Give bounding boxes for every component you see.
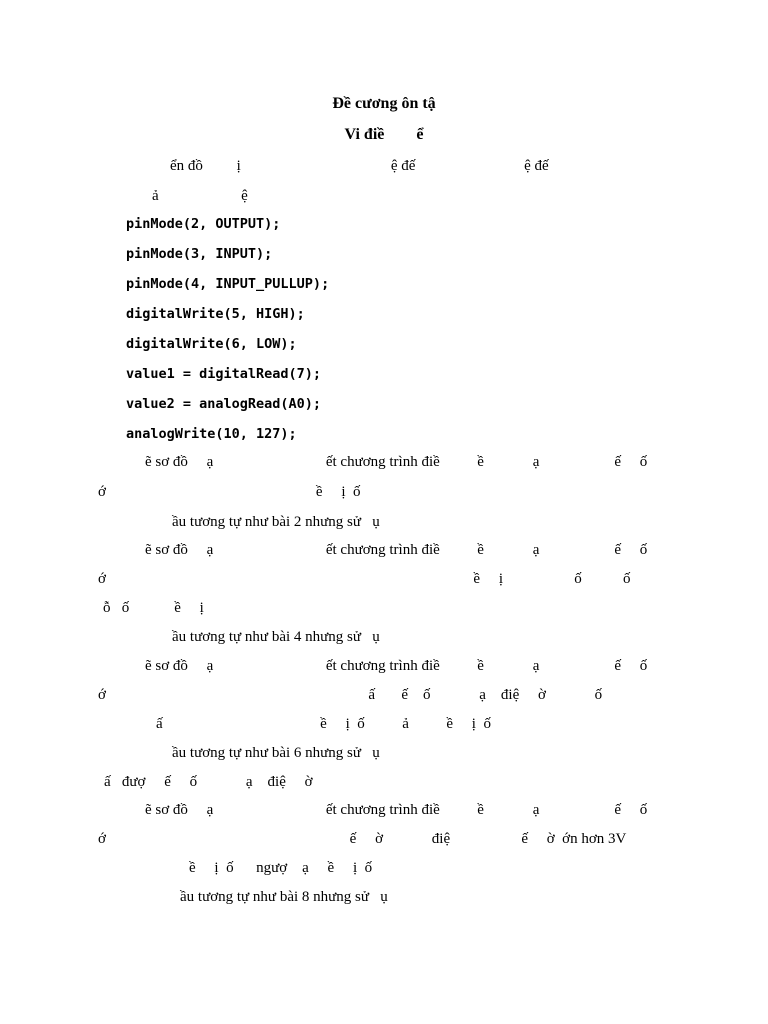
text-line: ề ị ố ngượ ạ ề ị ố xyxy=(189,860,373,876)
document-subtitle: Vi điề ể xyxy=(344,126,424,143)
text-line: ả ệ xyxy=(152,188,248,204)
text-line: ớ ấ ế ố ạ điệ ờ ố xyxy=(98,687,603,703)
text-line: ẽ sơ đồ ạ ết chương trình điề ề ạ ế ố xyxy=(145,542,648,558)
code-line: pinMode(2, OUTPUT); xyxy=(126,216,281,232)
code-line: value1 = digitalRead(7); xyxy=(126,366,322,382)
text-line: ầu tương tự như bài 4 nhưng sử ụ xyxy=(172,629,380,645)
code-line: digitalWrite(6, LOW); xyxy=(126,336,297,352)
code-line: pinMode(3, INPUT); xyxy=(126,246,273,262)
code-line: digitalWrite(5, HIGH); xyxy=(126,306,305,322)
text-line: ầu tương tự như bài 2 nhưng sử ụ xyxy=(172,514,380,530)
text-line: ớ ề ị ố xyxy=(98,484,361,500)
text-line: ển đồ ị ệ đế ệ đế xyxy=(170,158,549,174)
code-line: pinMode(4, INPUT_PULLUP); xyxy=(126,276,330,292)
text-line: ỗ ố ề ị xyxy=(103,600,204,616)
text-line: ấ ề ị ố ả ề ị ố xyxy=(156,716,491,732)
document-title: Đề cương ôn tậ xyxy=(332,95,436,112)
text-line: ầu tương tự như bài 8 nhưng sử ụ xyxy=(180,889,388,905)
text-line: ầu tương tự như bài 6 nhưng sử ụ xyxy=(172,745,380,761)
code-line: value2 = analogRead(A0); xyxy=(126,396,322,412)
text-line: ẽ sơ đồ ạ ết chương trình điề ề ạ ế ố xyxy=(145,802,648,818)
text-line: ấ đượ ế ố ạ điệ ờ xyxy=(104,774,313,790)
text-line: ẽ sơ đồ ạ ết chương trình điề ề ạ ế ố xyxy=(145,658,648,674)
text-line: ớ ế ờ điệ ế ờ ớn hơn 3V xyxy=(98,831,627,847)
text-line: ẽ sơ đồ ạ ết chương trình điề ề ạ ế ố xyxy=(145,454,648,470)
code-line: analogWrite(10, 127); xyxy=(126,426,297,442)
text-line: ớ ề ị ố ố xyxy=(98,571,631,587)
